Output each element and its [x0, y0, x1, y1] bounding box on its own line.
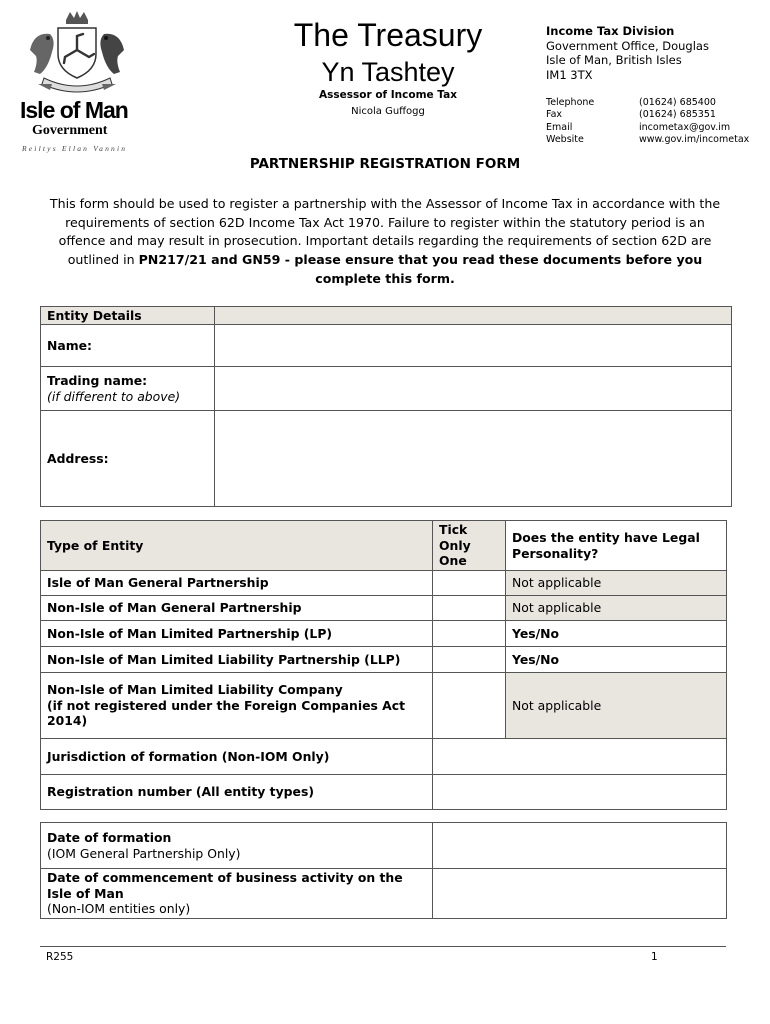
form-title: PARTNERSHIP REGISTRATION FORM	[249, 156, 521, 172]
header-line: One	[439, 553, 467, 569]
contact-row	[546, 97, 749, 109]
logo-motto: Reiltys Ellan Vannin	[22, 144, 128, 153]
legal-personality-value[interactable]: Yes/No	[506, 621, 727, 647]
page-title-manx: Yn Tashtey	[321, 57, 455, 87]
formation-date-field[interactable]	[433, 823, 727, 869]
table-row	[41, 367, 732, 411]
division-address	[546, 24, 709, 82]
coat-of-arms-icon	[22, 10, 132, 94]
commencement-date-note: (Non-IOM entities only)	[47, 901, 191, 917]
contact-website[interactable]: www.gov.im/incometax	[639, 133, 750, 145]
entity-details-table	[40, 306, 732, 507]
jurisdiction-field[interactable]	[433, 739, 727, 775]
legal-personality-header: Does the entity have Legal Personality?	[506, 521, 727, 571]
contact-list	[546, 97, 749, 146]
intro-paragraph	[44, 195, 726, 289]
entity-type-label: Non-Isle of Man Limited Liability Partnership (LLP)	[41, 647, 433, 673]
contact-telephone: (01624) 685400	[639, 97, 716, 108]
heading-blank-cell	[215, 307, 732, 325]
assessor-name: Nicola Guffogg	[351, 106, 425, 117]
tick-box[interactable]	[433, 673, 506, 739]
trading-name-label: Trading name:	[47, 373, 148, 388]
intro-text: This form should be used to register a partnership with the Assessor of Income Tax in accordance with the requirements of section 62D Income Tax Act 1970. Failure to register within the statutory period is an offence and may result in prosecution. Important details regarding the requirements of section 62D are outlined in	[49, 196, 721, 268]
header-line: Only	[439, 537, 471, 553]
commencement-date-field[interactable]	[433, 869, 727, 919]
tick-box[interactable]	[433, 571, 506, 596]
table-row	[41, 673, 727, 739]
contact-row	[546, 134, 749, 146]
tick-only-one-header	[433, 521, 506, 571]
intro-emphasis: PN217/21 and GN59 - please ensure that you read these documents before you complete this form.	[138, 252, 703, 286]
table-row	[41, 823, 727, 869]
table-row	[41, 411, 732, 507]
form-code: R255	[46, 951, 74, 963]
contact-email[interactable]: incometax@gov.im	[639, 121, 731, 133]
legal-personality-value[interactable]: Yes/No	[506, 647, 727, 673]
type-of-entity-header: Type of Entity	[41, 521, 433, 571]
name-label: Name:	[41, 325, 215, 367]
entity-details-heading: Entity Details	[41, 307, 215, 325]
contact-fax: (01624) 685351	[639, 109, 716, 121]
table-row	[41, 307, 732, 325]
trading-name-label-cell	[41, 367, 215, 411]
tick-box[interactable]	[433, 647, 506, 673]
address-line: IM1 3TX	[546, 67, 593, 82]
formation-date-label: Date of formation	[47, 830, 172, 845]
entity-type-label: Non-Isle of Man General Partnership	[41, 596, 433, 621]
page-number: 1	[651, 951, 658, 963]
table-row	[41, 596, 727, 621]
footer-divider	[40, 946, 726, 947]
entity-type-table	[40, 520, 727, 810]
formation-date-note: (IOM General Partnership Only)	[47, 845, 241, 861]
contact-label: Telephone	[546, 97, 595, 108]
legal-personality-value: Not applicable	[506, 673, 727, 739]
table-header-row	[41, 521, 727, 571]
dates-table	[40, 822, 727, 919]
registration-number-field[interactable]	[433, 775, 727, 810]
contact-row	[546, 109, 749, 121]
table-row	[41, 325, 732, 367]
contact-row	[546, 122, 749, 134]
jurisdiction-label: Jurisdiction of formation (Non-IOM Only)	[41, 739, 433, 775]
contact-label: Website	[546, 133, 584, 145]
page-title: The Treasury	[293, 17, 483, 53]
contact-label: Email	[546, 121, 573, 133]
header-line: Tick	[439, 522, 468, 538]
entity-type-label: Isle of Man General Partnership	[41, 571, 433, 596]
entity-type-label	[41, 673, 433, 739]
registration-number-label: Registration number (All entity types)	[41, 775, 433, 810]
table-row	[41, 571, 727, 596]
tick-box[interactable]	[433, 621, 506, 647]
address-line: Government Office, Douglas	[546, 38, 709, 53]
trading-name-field[interactable]	[215, 367, 732, 411]
company-type-line: Non-Isle of Man Limited Liability Company	[47, 682, 343, 698]
contact-label: Fax	[546, 109, 563, 121]
legal-personality-value: Not applicable	[506, 571, 727, 596]
commencement-date-label-cell	[41, 869, 433, 919]
table-row	[41, 621, 727, 647]
logo-subtitle: Government	[32, 123, 108, 138]
address-field[interactable]	[215, 411, 732, 507]
entity-type-label: Non-Isle of Man Limited Partnership (LP)	[41, 621, 433, 647]
address-line: Isle of Man, British Isles	[546, 53, 682, 67]
table-row	[41, 869, 727, 919]
logo-name: Isle of Man	[20, 97, 128, 123]
company-type-note: (if not registered under the Foreign Companies Act 2014)	[47, 697, 406, 729]
tick-box[interactable]	[433, 596, 506, 621]
address-label: Address:	[41, 411, 215, 507]
assessor-title: Assessor of Income Tax	[319, 89, 457, 101]
commencement-date-label: Date of commencement of business activity on the Isle of Man	[47, 870, 403, 901]
table-row	[41, 739, 727, 775]
table-row	[41, 647, 727, 673]
table-row	[41, 775, 727, 810]
trading-name-note: (if different to above)	[47, 388, 181, 404]
name-field[interactable]	[215, 325, 732, 367]
division-title: Income Tax Division	[546, 24, 675, 38]
legal-personality-value: Not applicable	[506, 596, 727, 621]
formation-date-label-cell	[41, 823, 433, 869]
